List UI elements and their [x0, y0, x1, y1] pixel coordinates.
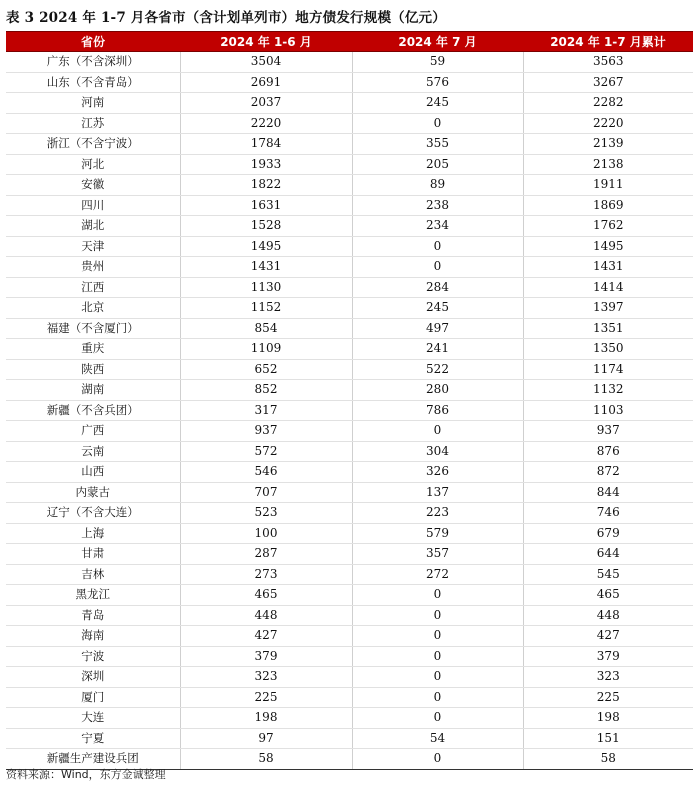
cell-province: 陕西	[6, 359, 180, 380]
cell-h1-2024: 1784	[180, 134, 352, 155]
table-row	[6, 359, 693, 380]
cell-jul-2024: 579	[352, 523, 523, 544]
cell-cumulative: 2139	[523, 134, 693, 155]
cell-province: 山东（不含青岛）	[6, 72, 180, 93]
cell-province: 河南	[6, 93, 180, 114]
cell-province: 黑龙江	[6, 585, 180, 606]
cell-cumulative: 679	[523, 523, 693, 544]
cell-province: 深圳	[6, 667, 180, 688]
header-row	[6, 32, 693, 52]
cell-h1-2024: 198	[180, 708, 352, 729]
cell-jul-2024: 241	[352, 339, 523, 360]
cell-h1-2024: 1528	[180, 216, 352, 237]
cell-cumulative: 1911	[523, 175, 693, 196]
cell-jul-2024: 0	[352, 708, 523, 729]
cell-jul-2024: 0	[352, 626, 523, 647]
cell-province: 湖北	[6, 216, 180, 237]
cell-cumulative: 876	[523, 441, 693, 462]
cell-h1-2024: 852	[180, 380, 352, 401]
table-row	[6, 318, 693, 339]
table-row	[6, 626, 693, 647]
cell-cumulative: 1397	[523, 298, 693, 319]
cell-province: 上海	[6, 523, 180, 544]
table-row	[6, 216, 693, 237]
cell-jul-2024: 245	[352, 298, 523, 319]
cell-h1-2024: 1631	[180, 195, 352, 216]
cell-h1-2024: 448	[180, 605, 352, 626]
cell-province: 安徽	[6, 175, 180, 196]
cell-cumulative: 1103	[523, 400, 693, 421]
cell-h1-2024: 323	[180, 667, 352, 688]
cell-h1-2024: 652	[180, 359, 352, 380]
cell-cumulative: 2138	[523, 154, 693, 175]
cell-province: 云南	[6, 441, 180, 462]
header-h1-2024: 2024 年 1-6 月	[180, 32, 352, 52]
cell-h1-2024: 379	[180, 646, 352, 667]
header-province: 省份	[6, 32, 180, 52]
cell-jul-2024: 786	[352, 400, 523, 421]
table-row	[6, 667, 693, 688]
cell-cumulative: 1174	[523, 359, 693, 380]
cell-cumulative: 427	[523, 626, 693, 647]
table-row	[6, 72, 693, 93]
cell-jul-2024: 245	[352, 93, 523, 114]
cell-jul-2024: 576	[352, 72, 523, 93]
cell-jul-2024: 234	[352, 216, 523, 237]
cell-jul-2024: 357	[352, 544, 523, 565]
cell-jul-2024: 223	[352, 503, 523, 524]
bond-issuance-table	[6, 31, 693, 770]
cell-cumulative: 1431	[523, 257, 693, 278]
cell-h1-2024: 523	[180, 503, 352, 524]
cell-h1-2024: 225	[180, 687, 352, 708]
cell-jul-2024: 326	[352, 462, 523, 483]
cell-jul-2024: 280	[352, 380, 523, 401]
cell-h1-2024: 1495	[180, 236, 352, 257]
cell-province: 新疆生产建设兵团	[6, 749, 180, 770]
cell-province: 青岛	[6, 605, 180, 626]
cell-h1-2024: 1130	[180, 277, 352, 298]
cell-cumulative: 1132	[523, 380, 693, 401]
cell-cumulative: 225	[523, 687, 693, 708]
cell-province: 甘肃	[6, 544, 180, 565]
table-row	[6, 380, 693, 401]
cell-h1-2024: 1109	[180, 339, 352, 360]
cell-cumulative: 151	[523, 728, 693, 749]
cell-cumulative: 872	[523, 462, 693, 483]
table-row	[6, 298, 693, 319]
cell-h1-2024: 58	[180, 749, 352, 770]
cell-cumulative: 1414	[523, 277, 693, 298]
cell-h1-2024: 100	[180, 523, 352, 544]
cell-province: 内蒙古	[6, 482, 180, 503]
cell-province: 大连	[6, 708, 180, 729]
cell-province: 新疆（不含兵团）	[6, 400, 180, 421]
cell-cumulative: 465	[523, 585, 693, 606]
table-header	[6, 32, 693, 52]
cell-h1-2024: 1152	[180, 298, 352, 319]
cell-cumulative: 3267	[523, 72, 693, 93]
cell-cumulative: 545	[523, 564, 693, 585]
cell-province: 福建（不含厦门）	[6, 318, 180, 339]
cell-jul-2024: 238	[352, 195, 523, 216]
cell-jul-2024: 0	[352, 113, 523, 134]
table-row	[6, 585, 693, 606]
table-row	[6, 544, 693, 565]
table-body	[6, 52, 693, 770]
table-row	[6, 462, 693, 483]
table-row	[6, 52, 693, 73]
header-jul-2024: 2024 年 7 月	[352, 32, 523, 52]
cell-h1-2024: 465	[180, 585, 352, 606]
cell-province: 江西	[6, 277, 180, 298]
cell-h1-2024: 1822	[180, 175, 352, 196]
cell-jul-2024: 272	[352, 564, 523, 585]
table-row	[6, 113, 693, 134]
header-cumulative: 2024 年 1-7 月累计	[523, 32, 693, 52]
cell-jul-2024: 0	[352, 646, 523, 667]
cell-jul-2024: 137	[352, 482, 523, 503]
cell-province: 广东（不含深圳）	[6, 52, 180, 73]
cell-jul-2024: 522	[352, 359, 523, 380]
cell-province: 四川	[6, 195, 180, 216]
cell-cumulative: 448	[523, 605, 693, 626]
cell-h1-2024: 273	[180, 564, 352, 585]
cell-province: 湖南	[6, 380, 180, 401]
cell-jul-2024: 304	[352, 441, 523, 462]
table-row	[6, 441, 693, 462]
cell-jul-2024: 0	[352, 236, 523, 257]
cell-cumulative: 3563	[523, 52, 693, 73]
cell-cumulative: 1350	[523, 339, 693, 360]
cell-h1-2024: 546	[180, 462, 352, 483]
cell-h1-2024: 317	[180, 400, 352, 421]
cell-province: 宁波	[6, 646, 180, 667]
cell-cumulative: 2282	[523, 93, 693, 114]
cell-jul-2024: 205	[352, 154, 523, 175]
cell-h1-2024: 2037	[180, 93, 352, 114]
table-row	[6, 154, 693, 175]
cell-province: 山西	[6, 462, 180, 483]
cell-jul-2024: 0	[352, 667, 523, 688]
cell-cumulative: 1762	[523, 216, 693, 237]
table-row	[6, 728, 693, 749]
cell-h1-2024: 287	[180, 544, 352, 565]
table-row	[6, 236, 693, 257]
cell-jul-2024: 355	[352, 134, 523, 155]
cell-cumulative: 323	[523, 667, 693, 688]
cell-h1-2024: 2220	[180, 113, 352, 134]
table-row	[6, 605, 693, 626]
cell-cumulative: 198	[523, 708, 693, 729]
cell-h1-2024: 3504	[180, 52, 352, 73]
cell-province: 江苏	[6, 113, 180, 134]
cell-cumulative: 844	[523, 482, 693, 503]
cell-province: 广西	[6, 421, 180, 442]
cell-h1-2024: 1431	[180, 257, 352, 278]
cell-province: 辽宁（不含大连）	[6, 503, 180, 524]
table-row	[6, 277, 693, 298]
cell-jul-2024: 0	[352, 605, 523, 626]
cell-h1-2024: 427	[180, 626, 352, 647]
cell-jul-2024: 0	[352, 687, 523, 708]
cell-jul-2024: 0	[352, 421, 523, 442]
cell-province: 重庆	[6, 339, 180, 360]
cell-cumulative: 1869	[523, 195, 693, 216]
cell-jul-2024: 89	[352, 175, 523, 196]
cell-province: 北京	[6, 298, 180, 319]
table-row	[6, 482, 693, 503]
table-row	[6, 257, 693, 278]
cell-jul-2024: 54	[352, 728, 523, 749]
table-row	[6, 687, 693, 708]
cell-h1-2024: 937	[180, 421, 352, 442]
cell-cumulative: 1351	[523, 318, 693, 339]
source-note: 资料来源：Wind，东方金诚整理	[6, 768, 166, 781]
table-row	[6, 339, 693, 360]
cell-jul-2024: 59	[352, 52, 523, 73]
table-row	[6, 400, 693, 421]
table-row	[6, 93, 693, 114]
cell-province: 贵州	[6, 257, 180, 278]
cell-jul-2024: 497	[352, 318, 523, 339]
table-row	[6, 134, 693, 155]
table-row	[6, 564, 693, 585]
cell-cumulative: 1495	[523, 236, 693, 257]
cell-province: 厦门	[6, 687, 180, 708]
cell-province: 浙江（不含宁波）	[6, 134, 180, 155]
cell-province: 河北	[6, 154, 180, 175]
table-row	[6, 503, 693, 524]
cell-province: 吉林	[6, 564, 180, 585]
cell-cumulative: 644	[523, 544, 693, 565]
cell-h1-2024: 1933	[180, 154, 352, 175]
cell-h1-2024: 2691	[180, 72, 352, 93]
cell-province: 海南	[6, 626, 180, 647]
table-row	[6, 175, 693, 196]
cell-jul-2024: 284	[352, 277, 523, 298]
table-row	[6, 523, 693, 544]
cell-cumulative: 2220	[523, 113, 693, 134]
cell-jul-2024: 0	[352, 257, 523, 278]
cell-jul-2024: 0	[352, 749, 523, 770]
cell-h1-2024: 572	[180, 441, 352, 462]
cell-cumulative: 937	[523, 421, 693, 442]
table-title: 表 3 2024 年 1-7 月各省市（含计划单列市）地方债发行规模（亿元）	[6, 10, 446, 26]
cell-cumulative: 746	[523, 503, 693, 524]
cell-province: 天津	[6, 236, 180, 257]
table-row	[6, 646, 693, 667]
cell-jul-2024: 0	[352, 585, 523, 606]
cell-province: 宁夏	[6, 728, 180, 749]
cell-h1-2024: 707	[180, 482, 352, 503]
cell-h1-2024: 97	[180, 728, 352, 749]
cell-cumulative: 58	[523, 749, 693, 770]
table-row	[6, 708, 693, 729]
table-row	[6, 421, 693, 442]
table-row	[6, 195, 693, 216]
cell-cumulative: 379	[523, 646, 693, 667]
cell-h1-2024: 854	[180, 318, 352, 339]
